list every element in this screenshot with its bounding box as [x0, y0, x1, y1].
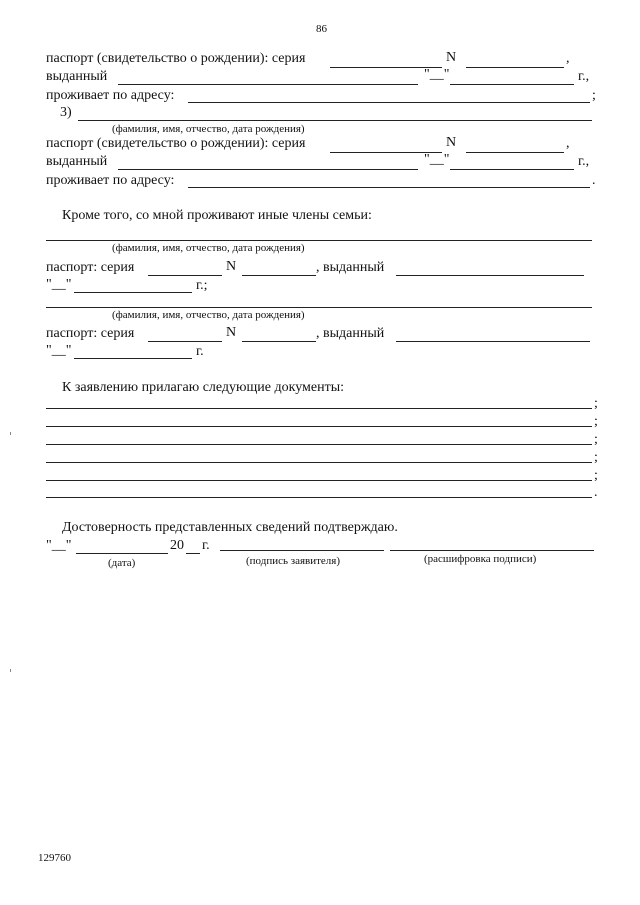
- confirmation-text: Достоверность представленных сведений подтверждаю.: [62, 520, 398, 535]
- number-label: N: [226, 325, 237, 340]
- date-quotes: "__": [46, 277, 72, 292]
- dot: .: [592, 173, 596, 188]
- applicant-signature-field[interactable]: [220, 550, 384, 551]
- page-number: 86: [316, 23, 327, 35]
- date-quotes: "__": [424, 67, 450, 82]
- issued-by-field[interactable]: [118, 169, 418, 170]
- year-suffix: г.,: [578, 69, 590, 84]
- year-suffix: г.,: [578, 154, 590, 169]
- year-20: 20: [170, 538, 184, 553]
- other-member-2-field[interactable]: [46, 307, 592, 308]
- documents-heading: К заявлению прилагаю следующие документы:: [62, 380, 345, 395]
- semicolon: ;: [594, 468, 598, 483]
- document-line-6[interactable]: [46, 497, 592, 498]
- issue-date-field[interactable]: [450, 84, 574, 85]
- year-suffix: г.: [196, 344, 204, 359]
- number-field[interactable]: [466, 67, 564, 68]
- comma: ,: [566, 51, 570, 66]
- caption-fio: (фамилия, имя, отчество, дата рождения): [112, 242, 305, 254]
- comma: ,: [566, 136, 570, 151]
- passport-birth-cert-label: паспорт (свидетельство о рождении): серия: [46, 51, 306, 66]
- issued-by-field[interactable]: [396, 341, 590, 342]
- semicolon: ;: [594, 396, 598, 411]
- document-line-2[interactable]: [46, 426, 592, 427]
- semicolon: ;: [594, 450, 598, 465]
- caption-fio: (фамилия, имя, отчество, дата рождения): [112, 309, 305, 321]
- date-quotes: "__": [46, 538, 72, 553]
- dot: .: [594, 485, 598, 500]
- caption-signature-decoding: (расшифровка подписи): [424, 553, 537, 565]
- issue-date-field[interactable]: [74, 358, 192, 359]
- lives-at-label: проживает по адресу:: [46, 88, 175, 103]
- other-members-heading: Кроме того, со мной проживают иные члены семьи:: [62, 208, 372, 223]
- address-field[interactable]: [188, 102, 590, 103]
- issue-date-field[interactable]: [74, 292, 192, 293]
- caption-fio: (фамилия, имя, отчество, дата рождения): [112, 123, 305, 135]
- document-line-5[interactable]: [46, 480, 592, 481]
- date-quotes: "__": [46, 343, 72, 358]
- issued-by-field[interactable]: [396, 275, 584, 276]
- issued-label: , выданный: [316, 260, 385, 275]
- document-line-3[interactable]: [46, 444, 592, 445]
- passport-birth-cert-label: паспорт (свидетельство о рождении): серия: [46, 136, 306, 151]
- other-member-1-field[interactable]: [46, 240, 592, 241]
- number-field[interactable]: [466, 152, 564, 153]
- issue-date-field[interactable]: [450, 169, 574, 170]
- number-label: N: [446, 135, 457, 150]
- document-code: 129760: [38, 852, 71, 864]
- caption-date: (дата): [108, 557, 136, 569]
- semicolon: ;: [592, 88, 596, 103]
- signature-decoding-field[interactable]: [390, 550, 594, 551]
- semicolon: ;: [594, 432, 598, 447]
- semicolon: ;: [594, 414, 598, 429]
- issued-label: выданный: [46, 69, 108, 84]
- sign-date-field[interactable]: [76, 553, 168, 554]
- date-quotes: "__": [424, 152, 450, 167]
- number-field[interactable]: [242, 341, 316, 342]
- number-label: N: [446, 50, 457, 65]
- item-3-label: 3): [60, 105, 72, 120]
- series-field[interactable]: [148, 341, 222, 342]
- year-suffix: г.: [202, 538, 210, 553]
- issued-label: , выданный: [316, 326, 385, 341]
- caption-signature: (подпись заявителя): [246, 555, 341, 567]
- document-line-1[interactable]: [46, 408, 592, 409]
- number-field[interactable]: [242, 275, 316, 276]
- address-field[interactable]: [188, 187, 590, 188]
- passport-series-label: паспорт: серия: [46, 326, 135, 341]
- series-field[interactable]: [148, 275, 222, 276]
- issued-label: выданный: [46, 154, 108, 169]
- family-member-3-field[interactable]: [78, 120, 592, 121]
- year-digits-field[interactable]: [186, 553, 200, 554]
- passport-series-label: паспорт: серия: [46, 260, 135, 275]
- number-label: N: [226, 259, 237, 274]
- issued-by-field[interactable]: [118, 84, 418, 85]
- document-line-4[interactable]: [46, 462, 592, 463]
- scan-mark: [10, 432, 11, 435]
- lives-at-label: проживает по адресу:: [46, 173, 175, 188]
- scan-mark: [10, 669, 11, 672]
- year-suffix: г.;: [196, 278, 208, 293]
